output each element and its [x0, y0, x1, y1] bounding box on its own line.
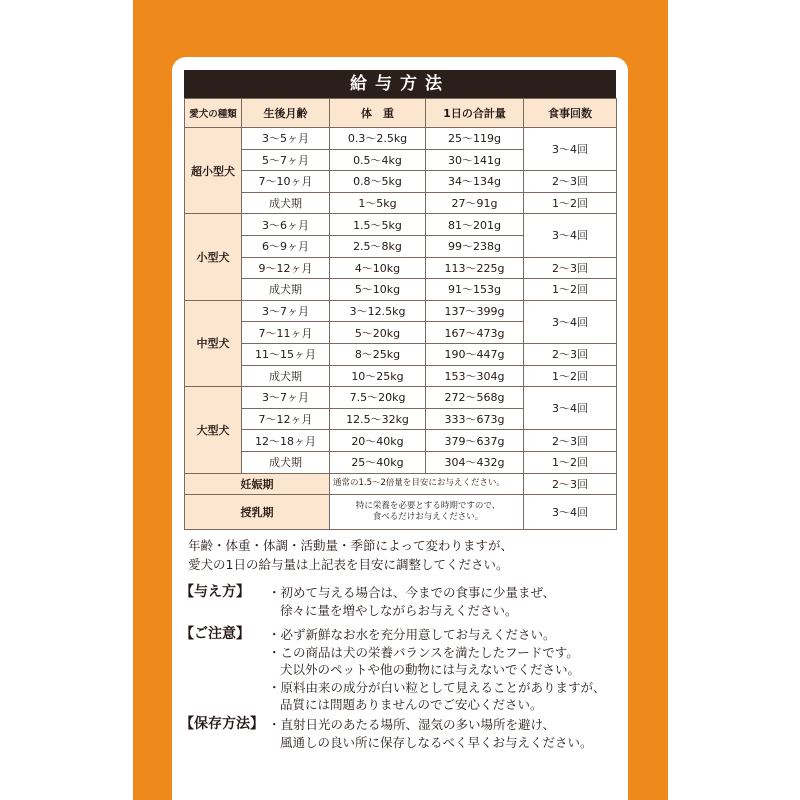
meals-cell: 1〜2回	[524, 192, 617, 214]
feeding-guide-table	[184, 98, 617, 530]
description-line: 年齢・体重・体調・活動量・季節によって変わりますが、	[188, 538, 514, 553]
weight-cell: 0.3〜2.5kg	[330, 128, 426, 150]
body-line: 犬以外のペットや他の動物には与えないでください。	[280, 662, 581, 677]
age-cell: 7〜12ヶ月	[242, 408, 330, 430]
amount-cell: 81〜201g	[426, 214, 524, 236]
amount-cell: 379〜637g	[426, 430, 524, 452]
amount-cell: 190〜447g	[426, 343, 524, 365]
body-line: 品質には問題ありませんのでご安心ください。	[280, 697, 543, 712]
body-line: 徐々に量を増やしながらお与えください。	[280, 602, 518, 618]
header-daily-amount: 1日の合計量	[426, 99, 524, 128]
amount-cell: 27〜91g	[426, 192, 524, 214]
weight-cell: 4〜10kg	[330, 257, 426, 279]
weight-cell: 12.5〜32kg	[330, 408, 426, 430]
amount-cell: 30〜141g	[426, 149, 524, 171]
body-line: ・初めて与える場合は、今までの食事に少量まぜ、	[268, 585, 556, 600]
meals-cell: 1〜2回	[524, 279, 617, 301]
body-line: ・この商品は犬の栄養バランスを満たしたフードです。	[268, 644, 579, 660]
weight-cell: 20〜40kg	[330, 430, 426, 452]
how-to-feed-body	[268, 584, 618, 619]
table-header-row	[185, 99, 617, 128]
storage-section	[180, 716, 620, 756]
amount-cell: 153〜304g	[426, 365, 524, 387]
storage-body	[268, 716, 618, 751]
table-row	[185, 279, 617, 301]
group-name: 超小型犬	[185, 128, 242, 214]
age-cell: 5〜7ヶ月	[242, 149, 330, 171]
table-row	[185, 300, 617, 322]
body-line: ・原料由来の成分が白い粒として見えることがありますが、	[268, 679, 606, 695]
amount-cell: 272〜568g	[426, 387, 524, 409]
table-row	[185, 128, 617, 150]
table-row	[185, 430, 617, 452]
amount-cell: 304〜432g	[426, 451, 524, 473]
group-name: 大型犬	[185, 387, 242, 473]
body-line: ・必ず新鮮なお水を充分用意してお与えください。	[268, 627, 556, 642]
meals-cell: 1〜2回	[524, 365, 617, 387]
weight-cell: 2.5〜8kg	[330, 235, 426, 257]
body-line: ・直射日光のあたる場所、湿気の多い場所を避け、	[268, 717, 556, 732]
pregnancy-row	[185, 473, 617, 495]
weight-cell: 8〜25kg	[330, 343, 426, 365]
header-dog-type: 愛犬の種類	[185, 99, 242, 128]
age-cell: 12〜18ヶ月	[242, 430, 330, 452]
amount-cell: 333〜673g	[426, 408, 524, 430]
amount-cell: 137〜399g	[426, 300, 524, 322]
table-row	[185, 451, 617, 473]
age-cell: 3〜5ヶ月	[242, 128, 330, 150]
caution-body	[268, 626, 618, 714]
table-row	[185, 214, 617, 236]
amount-cell: 99〜238g	[426, 235, 524, 257]
age-cell: 成犬期	[242, 365, 330, 387]
weight-cell: 10〜25kg	[330, 365, 426, 387]
amount-cell: 91〜153g	[426, 279, 524, 301]
weight-cell: 3〜12.5kg	[330, 300, 426, 322]
amount-cell: 25〜119g	[426, 128, 524, 150]
body-line: 風通しの良い所に保存しなるべく早くお与えください。	[280, 734, 593, 750]
age-cell: 3〜6ヶ月	[242, 214, 330, 236]
caution-heading: 【ご注意】	[180, 626, 250, 642]
meals-cell: 3〜4回	[524, 128, 617, 171]
age-cell: 6〜9ヶ月	[242, 235, 330, 257]
lactation-note-line-2: 食べるだけお与えください。	[372, 512, 484, 523]
age-cell: 7〜10ヶ月	[242, 171, 330, 193]
storage-heading: 【保存方法】	[180, 716, 264, 732]
feeding-table	[184, 70, 616, 530]
group-name: 小型犬	[185, 214, 242, 300]
weight-cell: 7.5〜20kg	[330, 387, 426, 409]
table-row	[185, 387, 617, 409]
meals-cell: 2〜3回	[524, 473, 617, 495]
table-title: 給与方法	[184, 70, 616, 98]
description-line: 愛犬の1日の給与量は上記表を目安に調整してください。	[188, 557, 509, 572]
age-cell: 7〜11ヶ月	[242, 322, 330, 344]
weight-cell: 1.5〜5kg	[330, 214, 426, 236]
table-row	[185, 365, 617, 387]
amount-cell: 167〜473g	[426, 322, 524, 344]
how-to-feed-heading: 【与え方】	[180, 584, 250, 600]
weight-cell: 0.8〜5kg	[330, 171, 426, 193]
meals-cell: 3〜4回	[524, 300, 617, 343]
weight-cell: 25〜40kg	[330, 451, 426, 473]
meals-cell: 2〜3回	[524, 343, 617, 365]
table-row	[185, 192, 617, 214]
meals-cell: 3〜4回	[524, 214, 617, 257]
table-row	[185, 343, 617, 365]
meals-cell: 2〜3回	[524, 257, 617, 279]
age-cell: 11〜15ヶ月	[242, 343, 330, 365]
age-cell: 3〜7ヶ月	[242, 387, 330, 409]
meals-cell: 3〜4回	[524, 495, 617, 530]
header-weight: 体 重	[330, 99, 426, 128]
group-name: 中型犬	[185, 300, 242, 386]
meals-cell: 3〜4回	[524, 387, 617, 430]
meals-cell: 1〜2回	[524, 451, 617, 473]
pregnancy-label: 妊娠期	[185, 473, 330, 495]
weight-cell: 0.5〜4kg	[330, 149, 426, 171]
lactation-note	[330, 495, 524, 530]
age-cell: 9〜12ヶ月	[242, 257, 330, 279]
age-cell: 3〜7ヶ月	[242, 300, 330, 322]
weight-cell: 1〜5kg	[330, 192, 426, 214]
amount-cell: 34〜134g	[426, 171, 524, 193]
weight-cell: 5〜20kg	[330, 322, 426, 344]
age-cell: 成犬期	[242, 192, 330, 214]
feeding-description	[188, 536, 608, 574]
age-cell: 成犬期	[242, 279, 330, 301]
age-cell: 成犬期	[242, 451, 330, 473]
table-row	[185, 171, 617, 193]
how-to-feed-section	[180, 584, 620, 624]
weight-cell: 5〜10kg	[330, 279, 426, 301]
lactation-note-line-1: 特に栄養を必要とする時期ですので、	[355, 501, 501, 512]
table-row	[185, 257, 617, 279]
header-age: 生後月齢	[242, 99, 330, 128]
meals-cell: 2〜3回	[524, 171, 617, 193]
meals-cell: 2〜3回	[524, 430, 617, 452]
lactation-label: 授乳期	[185, 495, 330, 530]
amount-cell: 113〜225g	[426, 257, 524, 279]
lactation-row	[185, 495, 617, 530]
caution-section	[180, 626, 620, 716]
header-meals: 食事回数	[524, 99, 617, 128]
pregnancy-note: 通常の1.5〜2倍量を目安にお与えください。	[330, 473, 524, 495]
